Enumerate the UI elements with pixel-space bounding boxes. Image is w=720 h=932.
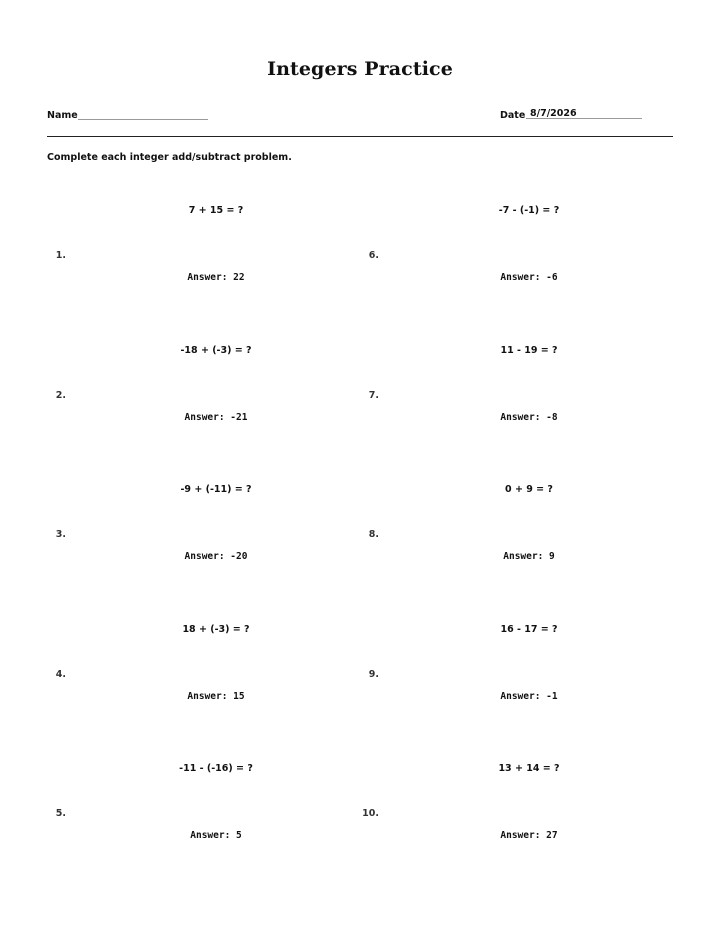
worksheet-title: Integers Practice bbox=[267, 58, 453, 80]
date-field[interactable]: 8/7/2026 bbox=[526, 109, 642, 119]
problem-answer: Answer: 27 bbox=[500, 830, 558, 841]
problem-expression: 13 + 14 = ? bbox=[498, 763, 560, 774]
problem-answer: Answer: 9 bbox=[503, 551, 555, 562]
problem-answer: Answer: -6 bbox=[500, 272, 558, 283]
problem-number: 1. bbox=[55, 250, 66, 261]
problem-number: 10. bbox=[362, 808, 379, 819]
problem-item bbox=[46, 763, 386, 902]
problem-number: 5. bbox=[55, 808, 66, 819]
problem-expression: -9 + (-11) = ? bbox=[180, 484, 252, 495]
problem-item bbox=[359, 763, 699, 902]
problem-number: 3. bbox=[55, 529, 66, 540]
problem-item bbox=[46, 624, 386, 763]
problem-answer: Answer: 22 bbox=[187, 272, 245, 283]
problem-answer: Answer: -20 bbox=[184, 551, 248, 562]
instructions-text: Complete each integer add/subtract problem. bbox=[47, 152, 292, 163]
problem-expression: 16 - 17 = ? bbox=[500, 624, 558, 635]
problem-number: 8. bbox=[368, 529, 379, 540]
name-label: Name bbox=[47, 110, 78, 121]
problem-expression: 0 + 9 = ? bbox=[505, 484, 553, 495]
problem-expression: -11 - (-16) = ? bbox=[179, 763, 253, 774]
problem-expression: 11 - 19 = ? bbox=[500, 345, 558, 356]
problem-item bbox=[359, 484, 699, 623]
problem-number: 6. bbox=[368, 250, 379, 261]
problem-expression: -18 + (-3) = ? bbox=[180, 345, 252, 356]
problem-answer: Answer: -8 bbox=[500, 412, 558, 423]
problem-item bbox=[359, 624, 699, 763]
problem-number: 9. bbox=[368, 669, 379, 680]
problem-number: 4. bbox=[55, 669, 66, 680]
problem-item bbox=[46, 345, 386, 484]
problem-answer: Answer: 5 bbox=[190, 830, 242, 841]
problem-item bbox=[359, 345, 699, 484]
problem-item bbox=[46, 484, 386, 623]
header-divider bbox=[47, 136, 673, 137]
problem-answer: Answer: 15 bbox=[187, 691, 245, 702]
date-label: Date bbox=[500, 110, 526, 121]
problem-expression: 7 + 15 = ? bbox=[188, 205, 244, 216]
problem-expression: -7 - (-1) = ? bbox=[498, 205, 560, 216]
problem-item bbox=[46, 205, 386, 344]
problem-expression: 18 + (-3) = ? bbox=[182, 624, 250, 635]
name-field[interactable] bbox=[78, 110, 208, 120]
problem-item bbox=[359, 205, 699, 344]
problem-answer: Answer: -21 bbox=[184, 412, 248, 423]
problem-number: 7. bbox=[368, 390, 379, 401]
problem-number: 2. bbox=[55, 390, 66, 401]
problem-answer: Answer: -1 bbox=[500, 691, 558, 702]
